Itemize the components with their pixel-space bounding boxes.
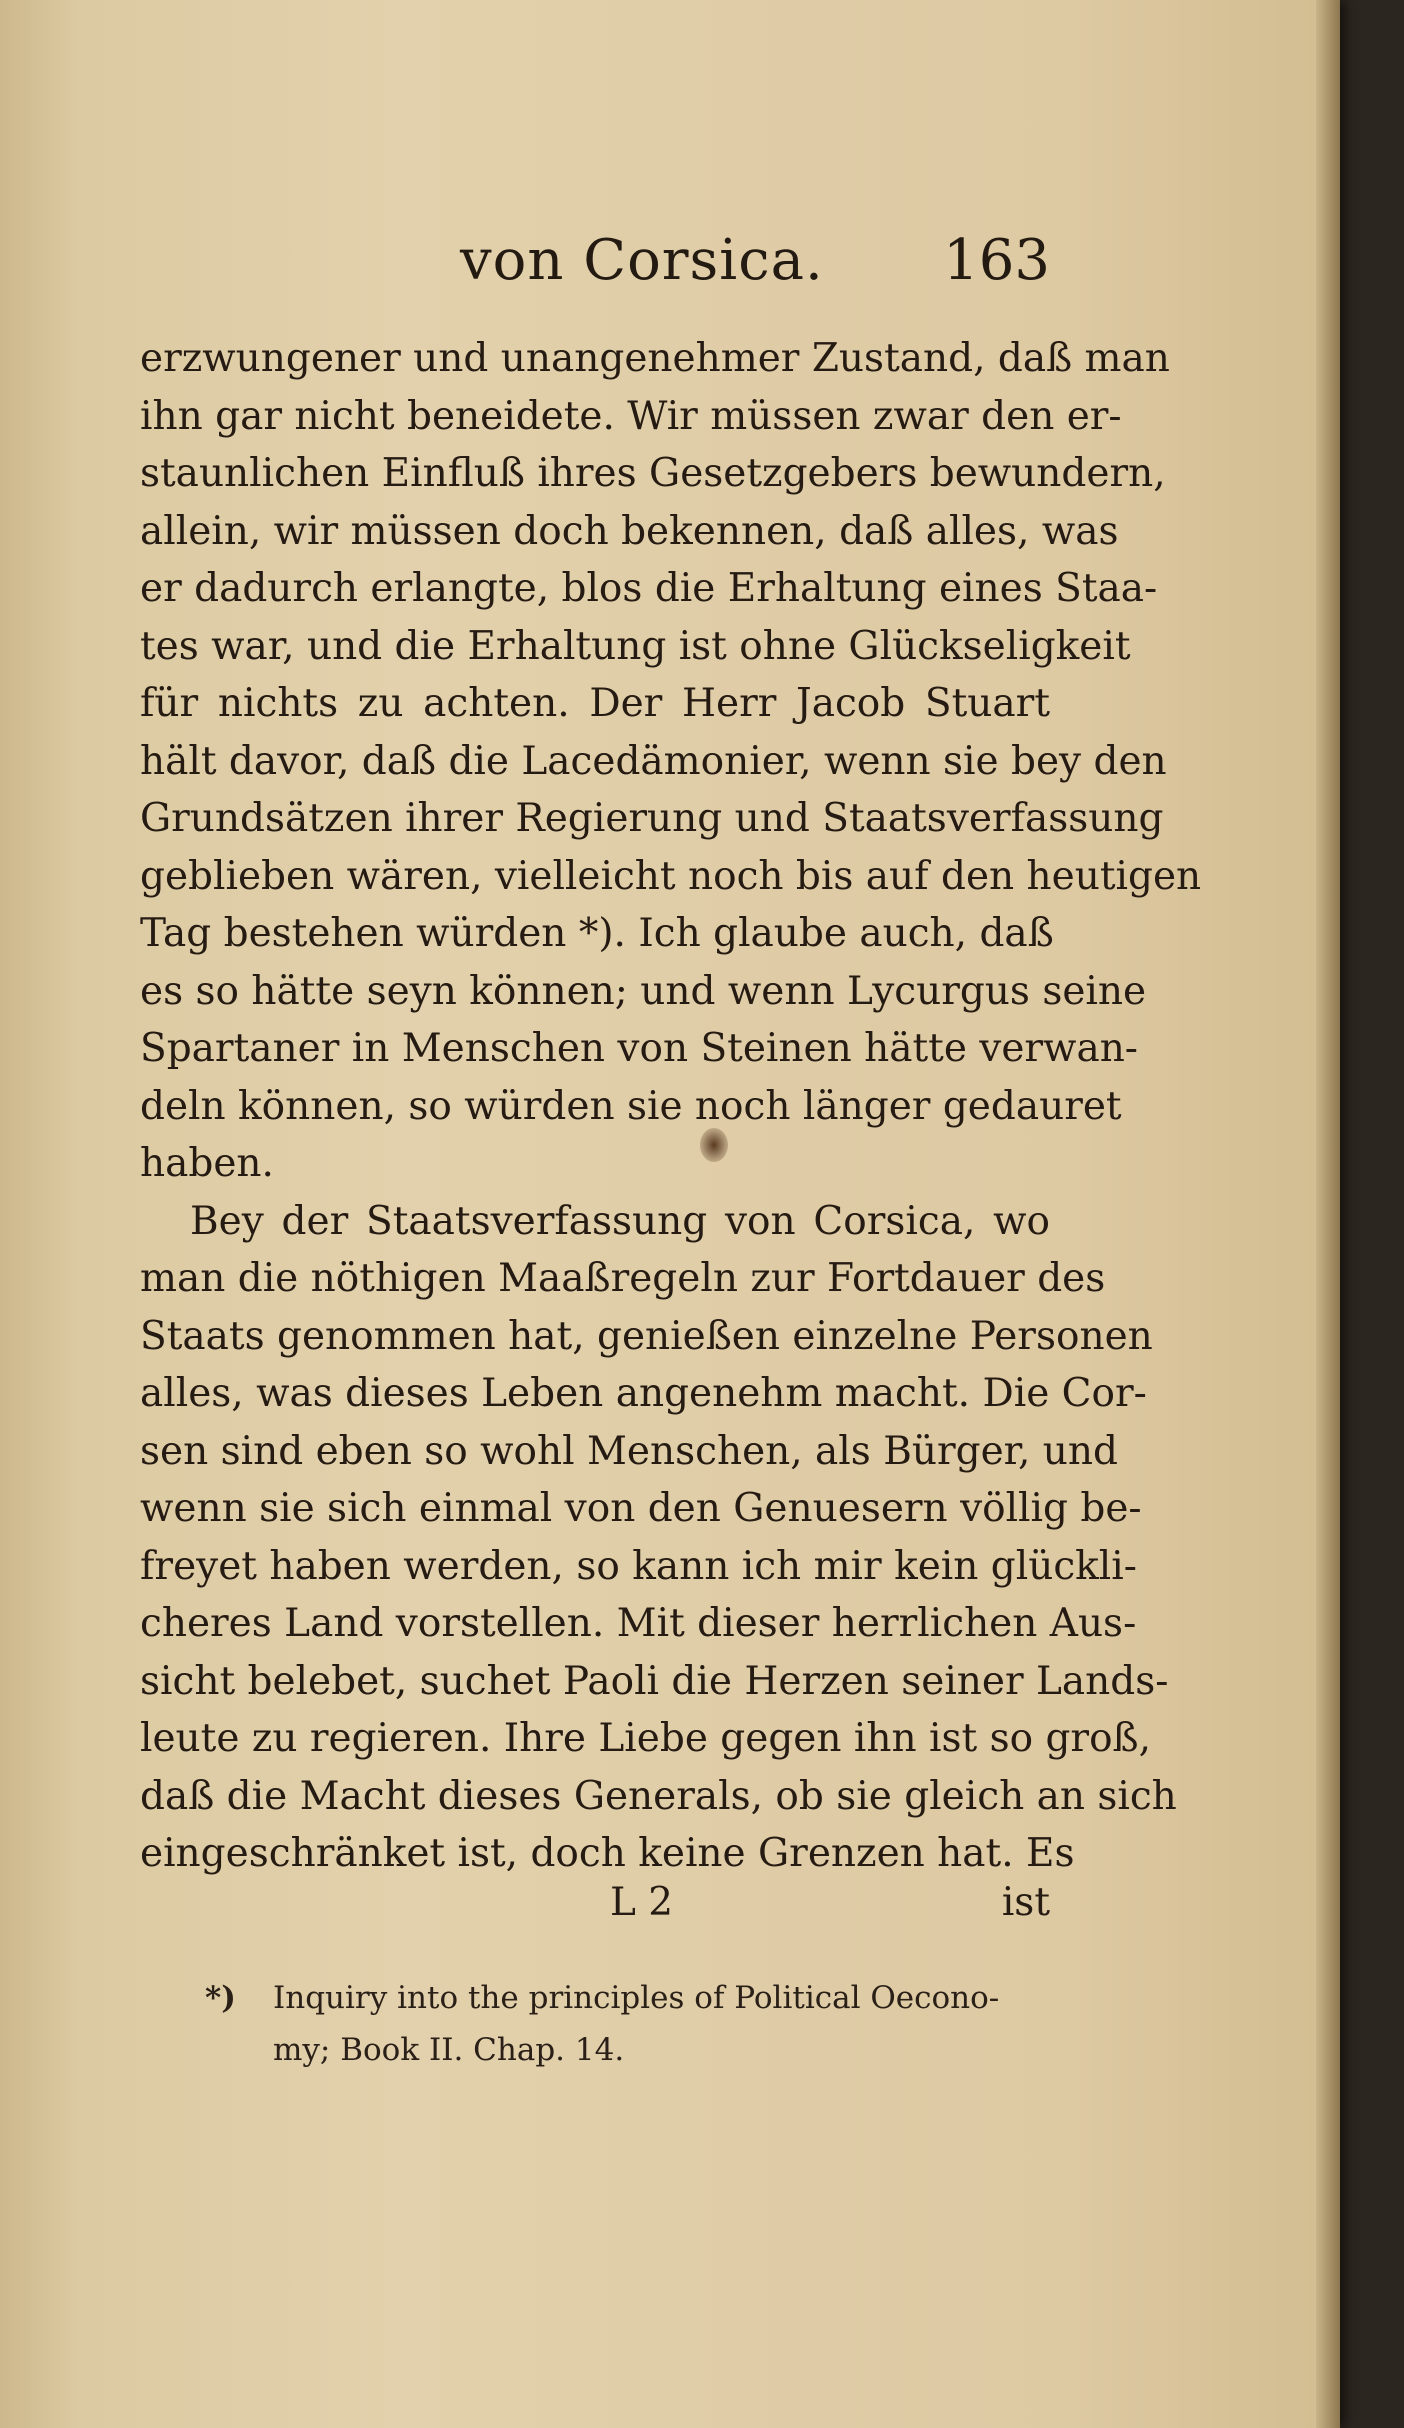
text-line: sen sind eben so wohl Menschen, als Bürger, und: [140, 1428, 1119, 1474]
text-line: sicht belebet, suchet Paoli die Herzen seiner Lands-: [140, 1658, 1169, 1704]
text-line: Spartaner in Menschen von Steinen hätte verwan-: [140, 1026, 1138, 1071]
page-header: [140, 228, 1050, 298]
text-line: eingeschränket ist, doch keine Grenzen hat. Es: [140, 1831, 1075, 1876]
footnote-marker: *): [205, 1980, 236, 2016]
signature-row: [140, 1880, 1050, 1940]
text-line: er dadurch erlangte, blos die Erhaltung eines Staa-: [140, 566, 1158, 611]
text-line: geblieben wären, vielleicht noch bis auf den heutigen: [140, 853, 1202, 899]
text-line: erzwungener und unangenehmer Zustand, daß man: [140, 336, 1170, 381]
footnote-line: my; Book II. Chap. 14.: [273, 2032, 625, 2068]
catchword: ist: [1001, 1880, 1050, 1925]
footnote-line: Inquiry into the principles of Political Oecono-: [273, 1980, 1000, 2016]
text-line: Tag bestehen würden *). Ich glaube auch, daß: [140, 911, 1054, 956]
text-line: deln können, so würden sie noch länger gedauret: [140, 1083, 1122, 1129]
text-line: alles, was dieses Leben angenehm macht. Die Cor-: [140, 1371, 1147, 1416]
text-line: Grundsätzen ihrer Regierung und Staatsverfassung: [140, 796, 1164, 841]
ink-stain: [700, 1128, 728, 1162]
page-number: 163: [943, 228, 1050, 293]
text-line: leute zu regieren. Ihre Liebe gegen ihn ist so groß,: [140, 1716, 1151, 1761]
text-line: cheres Land vorstellen. Mit dieser herrlichen Aus-: [140, 1601, 1137, 1646]
text-line: Bey der Staatsverfassung von Corsica, wo: [190, 1198, 1050, 1244]
body-text: [140, 330, 1202, 1883]
text-line: freyet haben werden, so kann ich mir kein glückli-: [140, 1543, 1137, 1589]
running-title: von Corsica.: [460, 228, 824, 293]
text-line: staunlichen Einfluß ihres Gesetzgebers bewundern,: [140, 451, 1166, 496]
text-line: Staats genommen hat, genießen einzelne Personen: [140, 1313, 1153, 1359]
text-line: wenn sie sich einmal von den Genuesern völlig be-: [140, 1486, 1142, 1531]
text-line: man die nöthigen Maaßregeln zur Fortdauer des: [140, 1256, 1106, 1301]
text-line: tes war, und die Erhaltung ist ohne Glückseligkeit: [140, 623, 1131, 669]
text-line: hält davor, daß die Lacedämonier, wenn sie bey den: [140, 738, 1167, 784]
text-line: haben.: [140, 1141, 274, 1186]
text-line: es so hätte seyn können; und wenn Lycurgus seine: [140, 968, 1147, 1014]
text-line: ihn gar nicht beneidete. Wir müssen zwar den er-: [140, 393, 1122, 439]
text-line: daß die Macht dieses Generals, ob sie gleich an sich: [140, 1773, 1177, 1819]
signature-mark: L 2: [610, 1880, 674, 1925]
text-line: für nichts zu achten. Der Herr Jacob Stuart: [140, 681, 1050, 726]
text-line: allein, wir müssen doch bekennen, daß alles, was: [140, 508, 1119, 554]
page-edge-shadow: [1316, 0, 1340, 2428]
